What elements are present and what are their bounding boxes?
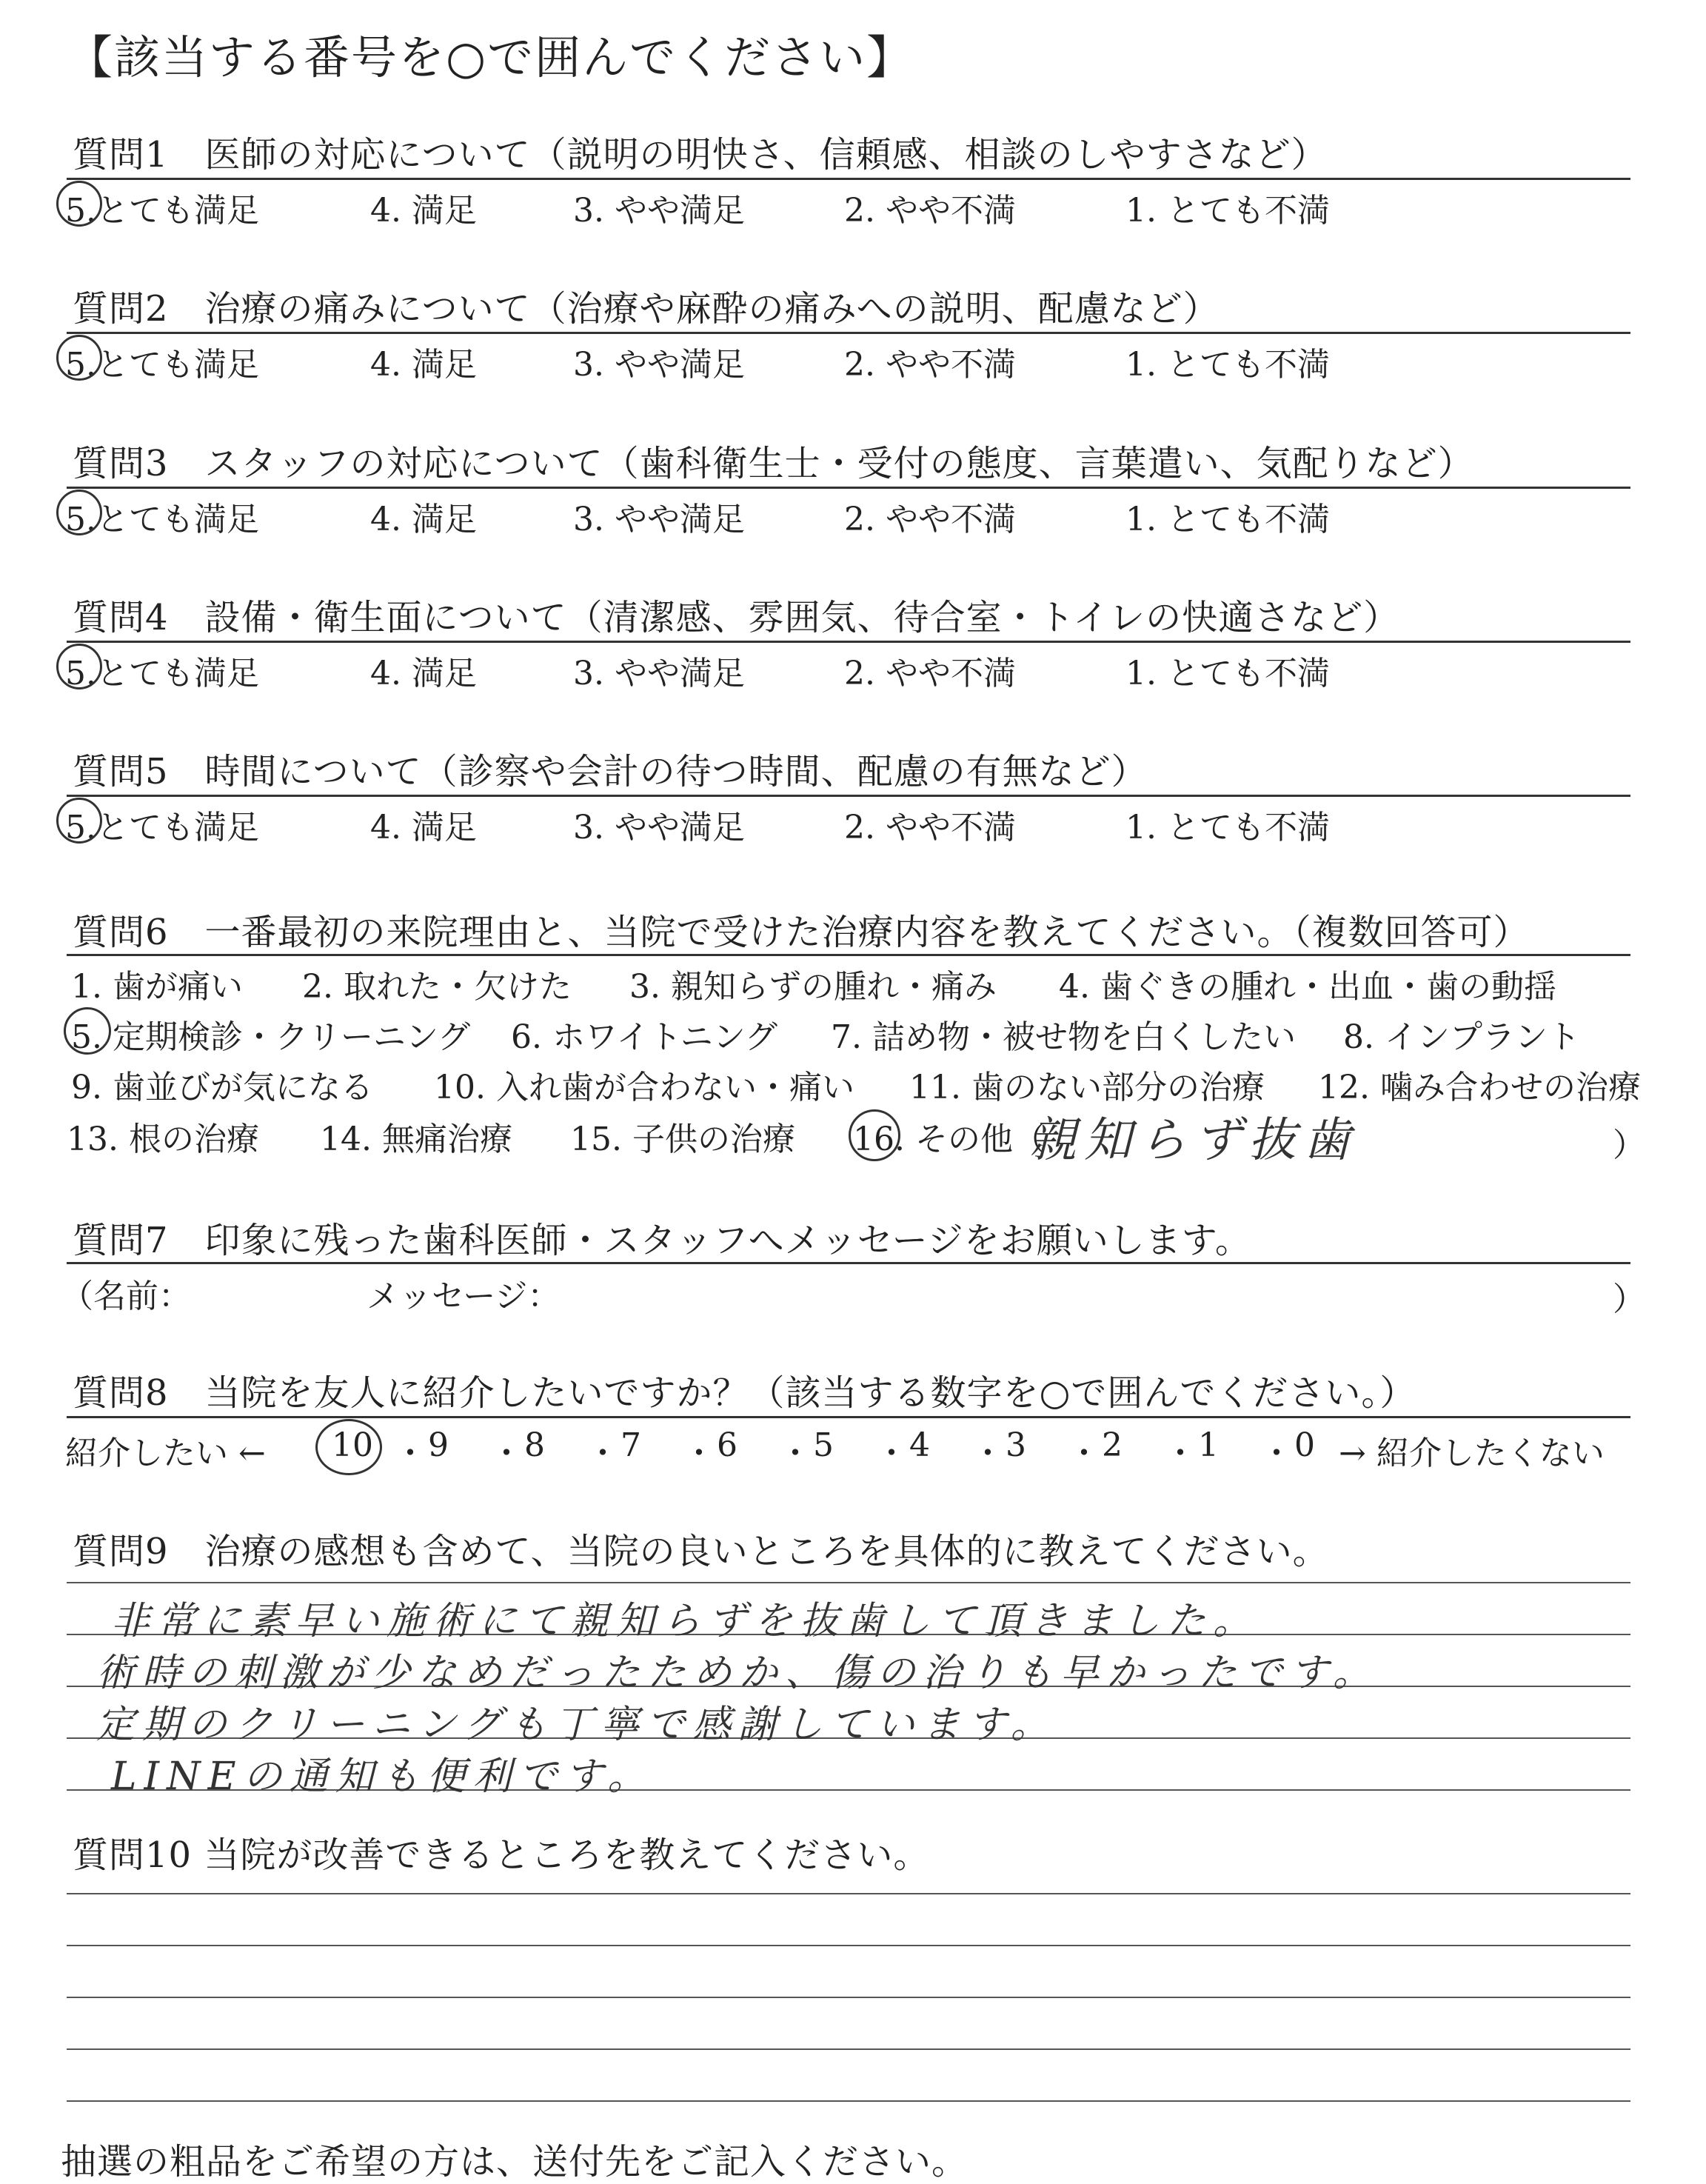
q8-scale-separator: ・ (490, 1435, 523, 1472)
q6-selected-mark-16 (849, 1109, 900, 1161)
question-3-option-2[interactable]: 2. やや不満 (844, 501, 1016, 538)
q8-rule (67, 1416, 1630, 1418)
question-4-option-1[interactable]: 1. とても不満 (1125, 655, 1330, 692)
q6-option-15[interactable]: 15. 子供の治療 (570, 1121, 795, 1158)
q10-answer-rule (67, 2100, 1630, 2102)
question-2-rule (67, 332, 1630, 334)
question-4-rule (67, 641, 1630, 643)
question-2-option-3[interactable]: 3. やや満足 (573, 346, 745, 384)
question-3-option-1[interactable]: 1. とても不満 (1125, 501, 1330, 538)
question-1-label: 質問1 医師の対応について（説明の明快さ、信頼感、相談のしやすさなど） (73, 134, 1328, 176)
q7-label: 質問7 印象に残った歯科医師・スタッフへメッセージをお願いします。 (73, 1220, 1251, 1261)
q8-scale-separator: ・ (394, 1435, 426, 1472)
question-5-selected-mark (56, 798, 102, 844)
question-1-option-1[interactable]: 1. とても不満 (1125, 192, 1330, 230)
question-5-option-5[interactable]: 5.とても満足 (65, 809, 259, 846)
question-2-selected-mark (56, 335, 102, 381)
question-2-option-2[interactable]: 2. やや不満 (844, 346, 1016, 384)
question-1-option-3[interactable]: 3. やや満足 (573, 192, 745, 230)
q6-option-13[interactable]: 13. 根の治療 (67, 1121, 259, 1158)
q10-answer-rule (67, 1997, 1630, 1998)
question-5-rule (67, 795, 1630, 797)
question-2-option-4[interactable]: 4. 満足 (370, 346, 477, 384)
q9-answer-line[interactable]: 非常に素早い施術にて親知らずを抜歯して頂きました。 (111, 1599, 1260, 1643)
question-4-option-3[interactable]: 3. やや満足 (573, 655, 745, 692)
q8-label: 質問8 当院を友人に紹介したいですか？（該当する数字を○で囲んでください。） (73, 1372, 1416, 1414)
q6-option-5[interactable]: 5. 定期検診・クリーニング (71, 1018, 471, 1056)
question-5-label: 質問5 時間について（診察や会計の待つ時間、配慮の有無など） (73, 751, 1148, 792)
question-4-option-5[interactable]: 5.とても満足 (65, 655, 259, 692)
q10-answer-rule (67, 1945, 1630, 1946)
q8-scale-3[interactable]: 3 (1006, 1426, 1026, 1464)
q6-option-7[interactable]: 7. 詰め物・被せ物を白くしたい (831, 1018, 1296, 1056)
question-3-option-5[interactable]: 5.とても満足 (65, 501, 259, 538)
q6-option-9[interactable]: 9. 歯並びが気になる (71, 1069, 373, 1106)
question-3-rule (67, 487, 1630, 489)
q8-scale-separator: ・ (779, 1435, 812, 1472)
q6-option-14[interactable]: 14. 無痛治療 (320, 1121, 512, 1158)
q6-option-1[interactable]: 1. 歯が痛い (71, 968, 243, 1006)
q8-scale-7[interactable]: 7 (620, 1426, 641, 1464)
q6-close-paren: ） (1613, 1126, 1645, 1164)
q6-rule (67, 954, 1630, 956)
q9-answer-rule (67, 1582, 1630, 1583)
q7-name-label: （名前： (61, 1278, 191, 1315)
question-1-rule (67, 178, 1630, 180)
q8-left-label: 紹介したい ← (65, 1435, 266, 1472)
question-1-option-4[interactable]: 4. 満足 (370, 192, 477, 230)
q8-scale-separator: ・ (586, 1435, 619, 1472)
q8-selected-mark (315, 1419, 382, 1475)
q9-answer-line[interactable]: 術時の刺激が少なめだったためか、傷の治りも早かったです。 (96, 1651, 1379, 1695)
question-5-option-1[interactable]: 1. とても不満 (1125, 809, 1330, 846)
q8-scale-4[interactable]: 4 (909, 1426, 930, 1464)
q6-option-6[interactable]: 6. ホワイトニング (511, 1018, 778, 1056)
q8-scale-separator: ・ (875, 1435, 908, 1472)
q9-answer-line[interactable]: 定期のクリーニングも丁寧で感謝しています。 (96, 1703, 1057, 1747)
q6-option-3[interactable]: 3. 親知らずの腫れ・痛み (629, 968, 997, 1006)
question-1-option-5[interactable]: 5.とても満足 (65, 192, 259, 230)
q6-option-4[interactable]: 4. 歯ぐきの腫れ・出血・歯の動揺 (1059, 968, 1556, 1006)
q9-label: 質問9 治療の感想も含めて、当院の良いところを具体的に教えてください。 (73, 1531, 1329, 1572)
q7-rule (67, 1262, 1630, 1264)
q6-other-text[interactable]: 親知らず抜歯 (1029, 1113, 1358, 1168)
q8-scale-separator: ・ (1164, 1435, 1197, 1472)
q7-message-label: メッセージ： (367, 1278, 561, 1315)
q8-scale-separator: ・ (971, 1435, 1004, 1472)
q6-selected-mark-5 (64, 1007, 111, 1055)
q8-scale-separator: ・ (1260, 1435, 1293, 1472)
question-2-option-5[interactable]: 5.とても満足 (65, 346, 259, 384)
q6-option-2[interactable]: 2. 取れた・欠けた (302, 968, 572, 1006)
question-3-label: 質問3 スタッフの対応について（歯科衛生士・受付の態度、言葉遣い、気配りなど） (73, 443, 1474, 484)
q6-option-16[interactable]: 16. その他（ (853, 1121, 1046, 1158)
question-4-option-4[interactable]: 4. 満足 (370, 655, 477, 692)
question-1-selected-mark (56, 181, 102, 227)
q6-option-10[interactable]: 10. 入れ歯が合わない・痛い (434, 1069, 854, 1106)
q6-label: 質問6 一番最初の来院理由と、当院で受けた治療内容を教えてください。（複数回答可） (73, 912, 1530, 953)
q9-answer-line[interactable]: LINEの通知も便利です。 (111, 1754, 654, 1799)
q8-scale-9[interactable]: 9 (428, 1426, 449, 1464)
q8-scale-0[interactable]: 0 (1294, 1426, 1315, 1464)
q6-option-8[interactable]: 8. インプラント (1343, 1018, 1580, 1056)
question-4-option-2[interactable]: 2. やや不満 (844, 655, 1016, 692)
q8-scale-10[interactable]: 10 (332, 1426, 373, 1464)
q8-scale-1[interactable]: 1 (1198, 1426, 1219, 1464)
q7-close-paren: ） (1613, 1280, 1645, 1318)
q10-label: 質問10 当院が改善できるところを教えてください。 (73, 1834, 930, 1876)
q8-scale-separator: ・ (1068, 1435, 1100, 1472)
q8-scale-2[interactable]: 2 (1102, 1426, 1123, 1464)
q8-scale-5[interactable]: 5 (813, 1426, 834, 1464)
question-3-selected-mark (56, 490, 102, 535)
q8-scale-6[interactable]: 6 (717, 1426, 737, 1464)
question-5-option-3[interactable]: 3. やや満足 (573, 809, 745, 846)
q6-option-11[interactable]: 11. 歯のない部分の治療 (909, 1069, 1265, 1106)
question-5-option-4[interactable]: 4. 満足 (370, 809, 477, 846)
question-2-label: 質問2 治療の痛みについて（治療や麻酔の痛みへの説明、配慮など） (73, 288, 1220, 330)
question-1-option-2[interactable]: 2. やや不満 (844, 192, 1016, 230)
question-4-selected-mark (56, 644, 102, 689)
q6-option-12[interactable]: 12. 噛み合わせの治療 (1318, 1069, 1641, 1106)
q8-right-label: → 紹介したくない (1339, 1435, 1605, 1472)
question-4-label: 質問4 設備・衛生面について（清潔感、雰囲気、待合室・トイレの快適さなど） (73, 597, 1400, 638)
question-5-option-2[interactable]: 2. やや不満 (844, 809, 1016, 846)
question-2-option-1[interactable]: 1. とても不満 (1125, 346, 1330, 384)
q10-answer-rule (67, 2048, 1630, 2050)
q8-scale-8[interactable]: 8 (524, 1426, 545, 1464)
question-3-option-3[interactable]: 3. やや満足 (573, 501, 745, 538)
q8-scale-separator: ・ (683, 1435, 715, 1472)
q10-answer-rule (67, 1893, 1630, 1894)
question-3-option-4[interactable]: 4. 満足 (370, 501, 477, 538)
footer-note: 抽選の粗品をご希望の方は、送付先をご記入ください。 (61, 2141, 969, 2183)
page-title: 【該当する番号を○で囲んでください】 (67, 30, 914, 84)
